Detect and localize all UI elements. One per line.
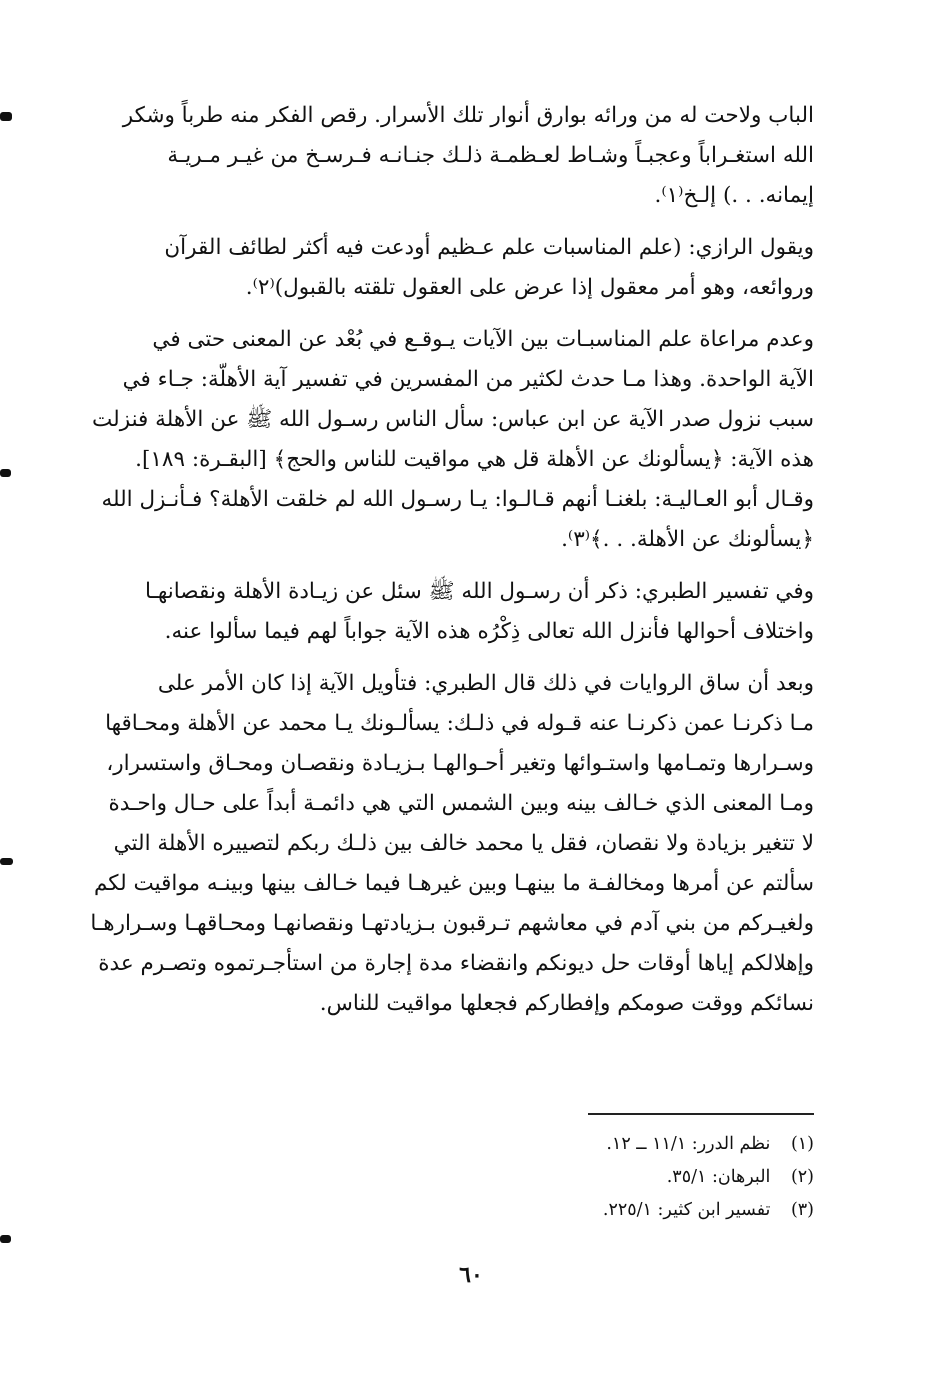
text-line: لا تتغير بزيادة ولا نقصان، فقل يا محمد خالف بين ذلـك ربكم لتصييره الأهلة التي	[113, 831, 814, 856]
page-number: ٦٠	[459, 1262, 483, 1288]
scan-edge-mark	[0, 469, 11, 477]
footnote-number: (٢)	[790, 1167, 814, 1187]
paragraph-4	[58, 572, 814, 652]
text-line: هذه الآية: ﴿يسألونك عن الأهلة قل هي مواقيت للناس والحج﴾ [البقـرة: ١٨٩].	[135, 447, 814, 472]
scan-edge-mark	[0, 112, 12, 121]
text-line: ﴿يسألونك عن الأهلة. . .﴾⁽٣⁾.	[561, 527, 814, 552]
text-line: وفي تفسير الطبري: ذكر أن رسـول الله ﷺ سئل عن زيـادة الأهلة ونقصانهـا	[145, 579, 814, 604]
footnote-item	[560, 1194, 814, 1227]
text-line: ويقول الرازي: (علم المناسبات علم عـظيم أودعت فيه أكثر لطائف القرآن	[164, 235, 814, 260]
footnote-text: البرهان: ٣٥/١.	[666, 1167, 771, 1187]
text-line: واختلاف أحوالها فأنزل الله تعالى ذِكْرُه هذه الآية جواباً لهم فيما سألوا عنه.	[164, 619, 814, 644]
scan-edge-mark	[0, 858, 13, 865]
text-line: وعدم مراعاة علم المناسبـات بين الآيات يـوقـع في بُعْد عن المعنى حتى في	[152, 327, 814, 352]
footnote-divider	[588, 1113, 814, 1115]
footnote-item	[560, 1128, 814, 1161]
text-line: الآية الواحدة. وهذا مـا حدث لكثير من المفسرين في تفسير آية الأهلّة: جـاء في	[122, 367, 814, 392]
text-line: وبعد أن ساق الروايات في ذلك قال الطبري: فتأويل الآية إذا كان الأمر على	[157, 671, 814, 696]
paragraph-2	[58, 228, 814, 308]
text-line: الله استغـراباً وعجبـاً وشـاط لعـظمـة ذلـك جنـانـه فـرسـخ من غيـر مـريـة	[167, 143, 814, 168]
text-line: وسـرارها وتمـامها واستـوائها وتغير أحـوالهـا بـزيـادة ونقصـان ومحـاق واستسرار،	[106, 751, 814, 776]
text-line: ولغيـركم من بني آدم في معاشهم تـرقبون بـزيادتهـا ونقصانهـا ومحـاقهـا وسـرارهـا	[90, 911, 814, 936]
text-line: وروائعه، وهو أمر معقول إذا عرض على العقول تلقته بالقبول)⁽٢⁾.	[245, 275, 814, 300]
text-line: سبب نزول صدر الآية عن ابن عباس: سأل الناس رسـول الله ﷺ عن الأهلة فنزلت	[92, 407, 814, 432]
text-line: وقـال أبو العـاليـة: بلغنـا أنهم قـالـوا: يـا رسـول الله لم خلقت الأهلة؟ فـأنـزل الله	[101, 487, 814, 512]
footnote-text: تفسير ابن كثير: ٢٢٥/١.	[602, 1200, 771, 1220]
footnote-text: نظم الدرر: ١١/١ ــ ١٢.	[606, 1134, 771, 1154]
footnote-item	[560, 1161, 814, 1194]
text-line: ومـا المعنى الذي خـالف بينه وبين الشمس التي هي دائمـة أبداً على حـال واحـدة	[108, 791, 814, 816]
text-line: مـا ذكرنـا عمن ذكرنـا عنه قـوله في ذلـك: يسألـونك يـا محمد عن الأهلة ومحـاقها	[105, 711, 814, 736]
text-line: سألتم عن أمرها ومخالفـة ما بينهـا وبين غيرهـا فيما خـالف بينها وبينـه مواقيت لكم	[93, 871, 814, 896]
main-text	[58, 96, 814, 1036]
text-line: نسائكم ووقت صومكم وإفطاركم فجعلها مواقيت للناس.	[319, 991, 814, 1016]
footnotes	[560, 1128, 814, 1227]
footnote-number: (٣)	[790, 1200, 814, 1220]
text-line: وإهلالكم إياها أوقات حل ديونكم وانقضاء مدة إجارة من استأجـرتموه وتصـرم عدة	[98, 951, 814, 976]
scan-edge-mark	[0, 1235, 11, 1243]
text-line: إيمانه. . .) إلـخ⁽١⁾.	[654, 183, 814, 208]
paragraph-1	[58, 96, 814, 216]
paragraph-3	[58, 320, 814, 560]
footnote-number: (١)	[790, 1134, 814, 1154]
paragraph-5	[58, 664, 814, 1024]
text-line: الباب ولاحت له من ورائه بوارق أنوار تلك الأسرار. رقص الفكر منه طرباً وشكر	[122, 103, 814, 128]
